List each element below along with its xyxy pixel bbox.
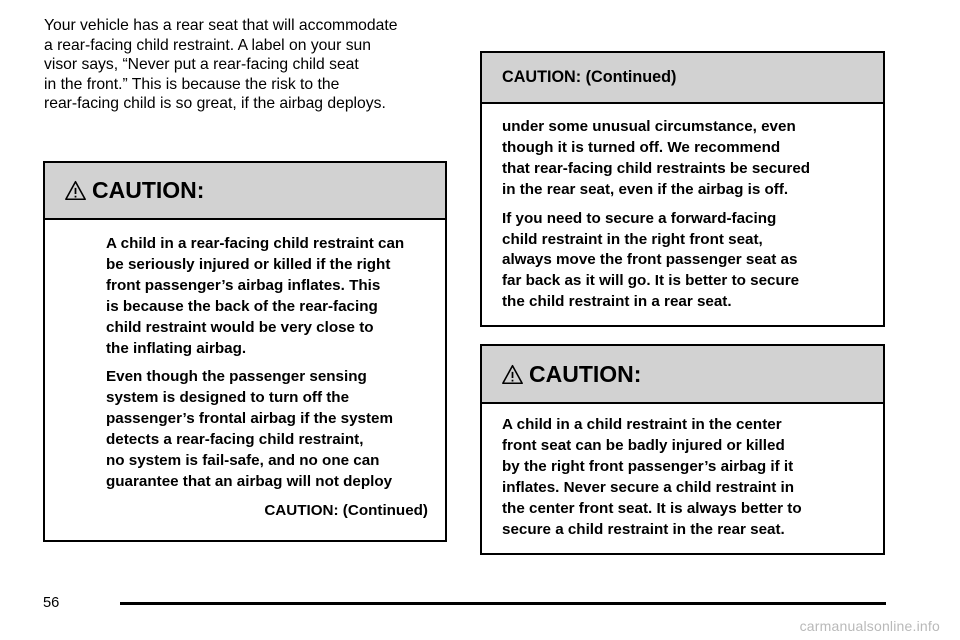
caution-paragraph [502,117,883,201]
caution-line: no system is fail-safe, and no one can [106,452,380,470]
intro-paragraph [44,16,454,114]
caution-line: front passenger’s airbag inflates. This [106,276,381,294]
intro-line: visor says, “Never put a rear-facing child seat [44,56,359,74]
caution-line: front seat can be badly injured or killed [502,436,785,454]
caution-line: Even though the passenger sensing [106,368,367,386]
caution-header [482,53,883,104]
caution-header [482,346,883,404]
caution-line: that rear-facing child restraints be secured [502,159,811,177]
caution-line: detects a rear-facing child restraint, [106,431,364,449]
caution-line: guarantee that an airbag will not deploy [106,472,393,490]
caution-line: though it is turned off. We recommend [502,138,781,156]
footer-divider [120,602,886,605]
page-number: 56 [43,595,60,611]
caution-line: the center front seat. It is always better to [502,499,802,517]
caution-line: the inflating airbag. [106,339,247,357]
caution-line: under some unusual circumstance, even [502,118,796,135]
caution-box-continued [480,51,885,327]
caution-paragraph [106,367,445,492]
intro-line: in the front.” This is because the risk to the [44,75,340,93]
caution-body [45,220,445,522]
caution-box-center-seat [480,344,885,555]
caution-line: If you need to secure a forward-facing [502,209,777,227]
caution-heading: CAUTION: (Continued) [502,68,677,86]
caution-paragraph [106,234,445,359]
caution-line: A child in a rear-facing child restraint can [106,235,405,252]
caution-line: child restraint in the right front seat, [502,230,763,248]
caution-box-child-restraint [43,161,447,542]
caution-line: passenger’s frontal airbag if the system [106,410,393,428]
caution-paragraph [502,415,883,540]
caution-line: child restraint would be very close to [106,318,374,336]
caution-body [482,404,883,540]
caution-continued-label: CAUTION: (Continued) [264,501,428,519]
intro-line: rear-facing child is so great, if the airbag deploys. [44,95,386,113]
intro-line: Your vehicle has a rear seat that will accommodate [44,17,398,34]
caution-line: the child restraint in a rear seat. [502,293,732,311]
caution-triangle-icon [502,364,523,385]
intro-line: a rear-facing child restraint. A label on your sun [44,36,372,54]
caution-line: A child in a child restraint in the center [502,416,782,433]
caution-line: far back as it will go. It is better to secure [502,272,800,290]
watermark: carmanualsonline.info [799,618,940,634]
caution-line: be seriously injured or killed if the right [106,255,391,273]
caution-heading: CAUTION: [529,360,642,387]
caution-line: is because the back of the rear-facing [106,297,378,315]
caution-line: in the rear seat, even if the airbag is off. [502,180,789,198]
caution-body [482,104,883,313]
caution-triangle-icon [65,180,86,201]
caution-line: always move the front passenger seat as [502,251,798,269]
caution-line: by the right front passenger’s airbag if it [502,457,794,475]
caution-line: secure a child restraint in the rear seat. [502,520,785,538]
caution-line: system is designed to turn off the [106,389,350,407]
caution-paragraph [502,209,883,314]
caution-line: inflates. Never secure a child restraint in [502,478,795,496]
caution-header [45,163,445,220]
caution-heading: CAUTION: [92,177,205,203]
